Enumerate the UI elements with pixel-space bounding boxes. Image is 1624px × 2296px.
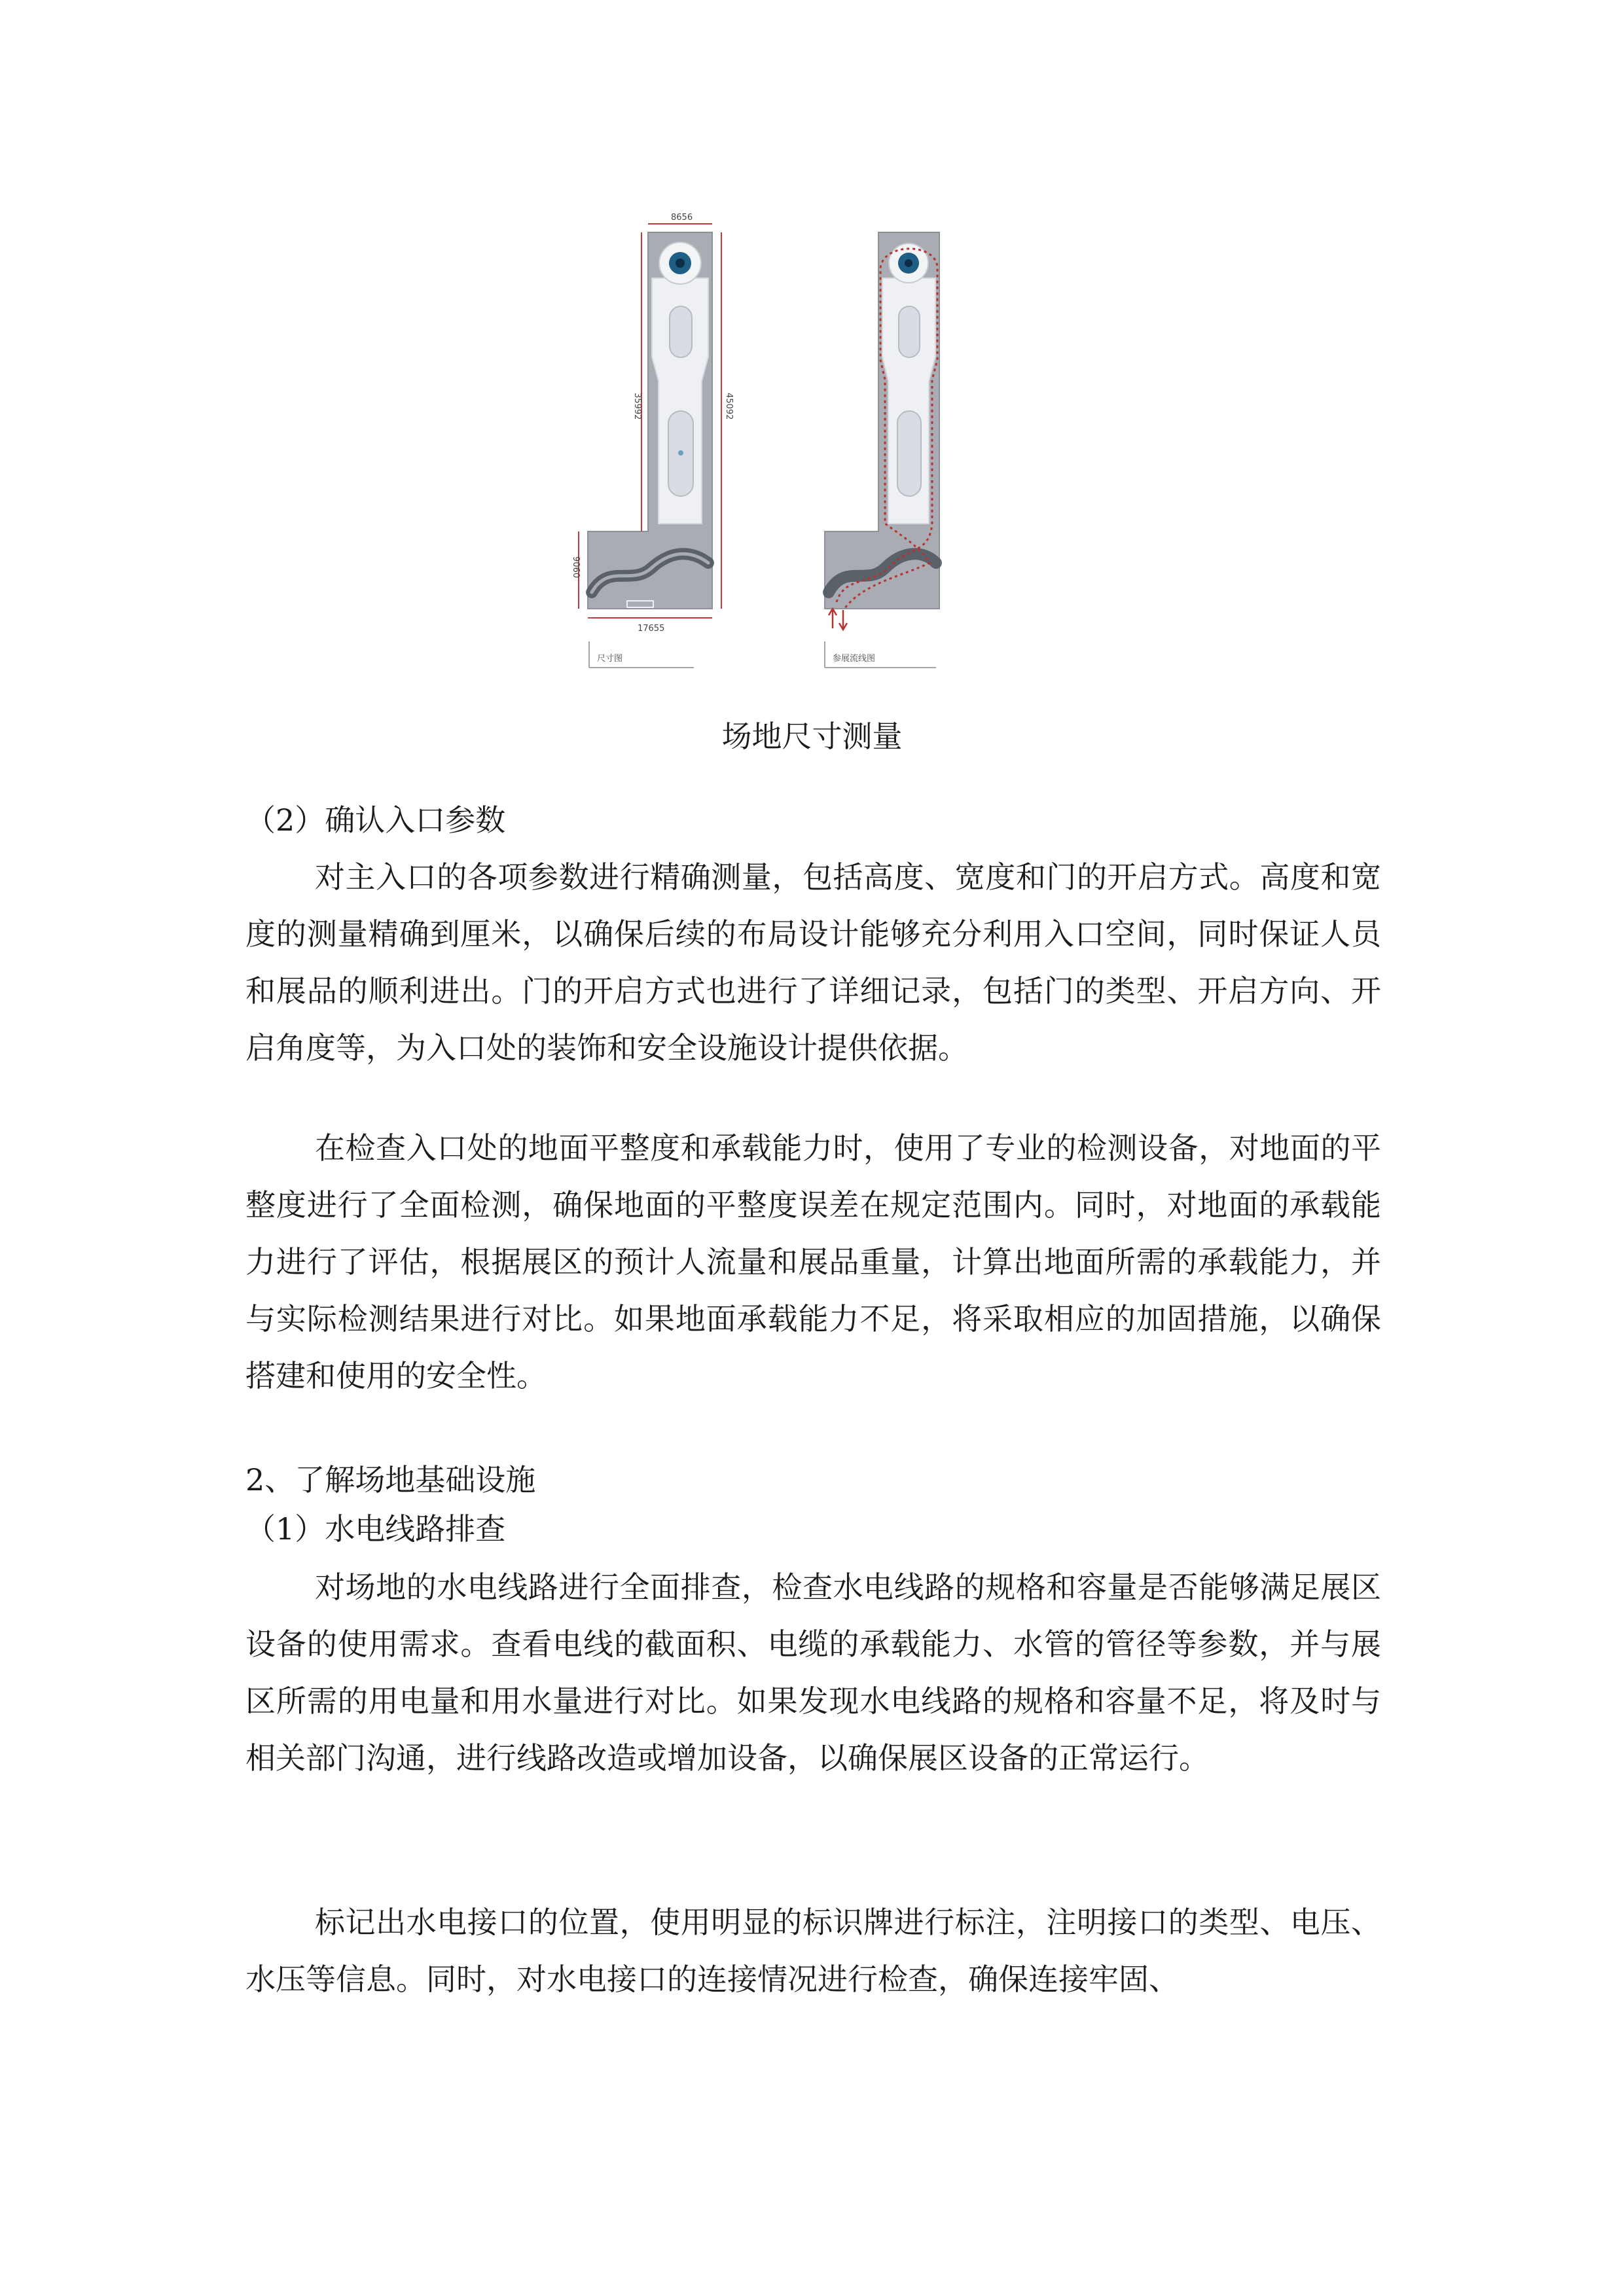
route-arrow-in — [829, 609, 837, 628]
dimension-plan — [571, 213, 734, 668]
legend-label-right: 参展流线图 — [833, 654, 876, 664]
legend-label-left: 尺寸图 — [597, 654, 623, 664]
section-2-paragraph-1: 对主入口的各项参数进行精确测量，包括高度、宽度和门的开启方式。高度和宽度的测量精确到厘米，以确保后续的布局设计能够充分利用入口空间，同时保证人员和展品的顺利进出。门的开启方式也进行了详细记录，包括门的类型、开启方向、开启角度等，为入口处的装饰和安全设施设计提供依据。 — [245, 859, 1381, 1066]
site-plan-figure — [537, 209, 1047, 681]
pod-lower-right — [897, 411, 921, 496]
figure-caption: 场地尺寸测量 — [721, 719, 903, 754]
dim-inner-label: 35992 — [632, 393, 642, 420]
dim-left-label: 9060 — [571, 556, 581, 579]
subsection-1-heading: （1）水电线路排查 — [245, 1511, 506, 1547]
dim-bottom-label: 17655 — [638, 624, 665, 634]
dim-right-label: 45092 — [724, 393, 734, 420]
subsection-1-paragraph-1: 对场地的水电线路进行全面排查，检查水电线路的规格和容量是否能够满足展区设备的使用需求。查看电线的截面积、电缆的承载能力、水管的管径等参数，并与展区所需的用电量和用水量进行对比。如果发现水电线路的规格和容量不足，将及时与相关部门沟通，进行线路改造或增加设备，以确保展区设备的正常运行。 — [245, 1570, 1381, 1776]
section-heading-infrastructure: 2、了解场地基础设施 — [245, 1462, 536, 1498]
section-2-paragraph-2: 在检查入口处的地面平整度和承载能力时，使用了专业的检测设备，对地面的平整度进行了全面检测，确保地面的平整度误差在规定范围内。同时，对地面的承载能力进行了评估，根据展区的预计人流量和展品重量，计算出地面所需的承载能力，并与实际检测结果进行对比。如果地面承载能力不足，将采取相应的加固措施，以确保搭建和使用的安全性。 — [245, 1130, 1381, 1393]
dim-top-label: 8656 — [671, 213, 693, 223]
section-2-heading: （2）确认入口参数 — [245, 802, 506, 838]
dome-core — [676, 259, 685, 268]
pod-upper — [670, 306, 692, 357]
route-arrow-out — [839, 610, 847, 630]
dome-core-right — [905, 259, 912, 267]
flow-plan — [825, 232, 939, 668]
subsection-1-paragraph-2: 标记出水电接口的位置，使用明显的标识牌进行标注，注明接口的类型、电压、水压等信息。同时，对水电接口的连接情况进行检查，确保连接牢固、 — [245, 1905, 1381, 1997]
pod-upper-right — [899, 306, 920, 357]
pod-dot — [678, 450, 683, 456]
